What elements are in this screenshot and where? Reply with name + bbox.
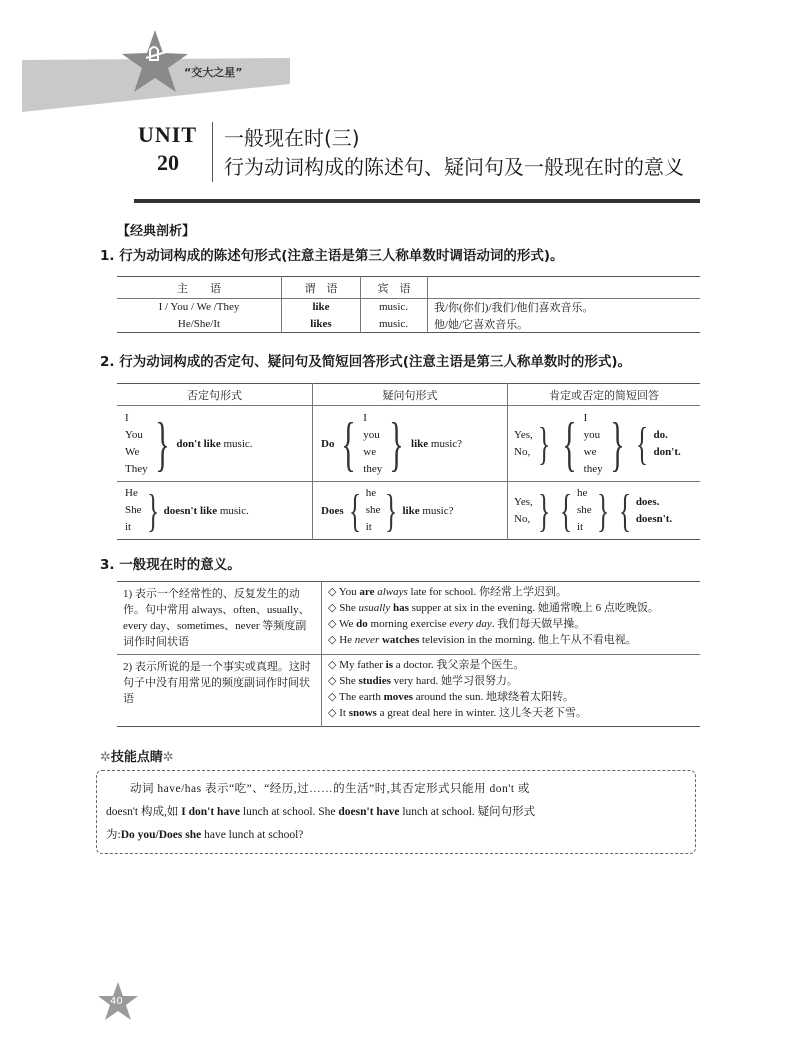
answer-verb: don't. [653,445,681,458]
neg-verb: doesn't like [163,504,218,517]
subject-stack [363,410,382,478]
example-line: ◇ You are always late for school. 你经常上学迟到。 [328,586,567,598]
q2-answer-cell [508,482,701,540]
brace-icon: { [348,484,361,536]
subject: She [125,504,142,516]
q1-object: music. [361,316,428,333]
q1-col-subject: 主 语 [117,277,282,299]
meaning-examples [322,655,701,727]
brace-icon: } [596,484,609,536]
q-verb: like [411,437,429,450]
q2-answer-cell [508,406,701,482]
neg-verb: don't like [176,437,221,450]
subject: they [583,462,603,475]
subject-stack [584,410,603,478]
section-label: 【经典剖析】 [117,224,196,239]
subject: we [583,445,597,458]
subject: He [125,487,138,499]
example-line: ◇ He never watches television in the morning. 他上午从不看电视。 [328,634,637,646]
subject: it [125,521,132,533]
brace-icon: } [537,484,550,536]
q2-question-cell [313,482,508,540]
banner-graphic [0,0,800,120]
answer-verb: does. [635,495,660,508]
subject: I [583,411,588,424]
answer-word: Yes, [514,428,533,441]
q1-object: music. [361,299,428,316]
subject: it [365,521,372,533]
answer-verb-stack [636,494,672,528]
subject: I [125,411,129,424]
answer-verb: doesn't. [635,512,673,525]
subject: he [365,487,377,499]
q1-translation: 我/你(你们)/我们/他们喜欢音乐。 [434,302,594,315]
answer-word: Yes, [514,495,533,508]
brace-icon: { [562,410,577,477]
example-line: ◇ We do morning exercise every day. 我们每天做早操。 [328,618,586,630]
tip-line: doesn't 构成,如 I don't have lunch at school. She doesn't have lunch at school. 疑问句形式 [106,806,536,818]
q2-question-cell [313,406,508,482]
q1-translation: 他/她/它喜欢音乐。 [434,318,529,331]
answer-stack [514,494,533,528]
tip-label: ✲技能点睛✲ [100,750,174,765]
q2-negative-cell [117,406,313,482]
q-object: music? [422,504,454,517]
q-aux: Do [321,437,335,450]
subject: you [583,428,601,441]
answer-stack [514,427,533,461]
brace-icon: { [618,484,631,536]
q1-heading: 1. 行为动词构成的陈述句形式(注意主语是第三人称单数时调语动词的形式)。 [100,248,564,264]
q1-subject: He/She/It [117,316,282,333]
example-line: ◇ My father is a doctor. 我父亲是个医生。 [328,659,525,671]
answer-verb: do. [653,428,668,441]
q2-col-question: 疑问句形式 [313,384,508,406]
subject: you [363,428,380,441]
answer-verb-stack [654,427,681,461]
answer-word: No, [514,445,531,458]
example-line: ◇ The earth moves around the sun. 地球绕着太阳转。 [328,691,574,703]
subject-stack [366,485,381,536]
brace-icon: } [537,417,550,469]
neg-object: music. [219,504,249,517]
example-line: ◇ She usually has supper at six in the evening. 她通常晚上 6 点吃晚饭。 [328,602,659,614]
tip-line: 动词 have/has 表示“吃”、“经历,过……的生活”时,其否定形式只能用 don't 或 [130,783,530,795]
meaning-desc: 1) 表示一个经常性的、反复发生的动作。句中常用 always、often、usually、every day、sometimes、never 等频度副词作时间状语 [117,582,322,655]
header-rule [134,199,700,203]
page-number-badge [96,981,140,1023]
banner-slogan: “交大之星” [184,66,243,79]
subject: she [576,504,592,516]
page-title-line2: 行为动词构成的陈述句、疑问句及一般现在时的意义 [224,155,684,179]
subject: it [576,521,584,533]
brace-icon: { [636,417,649,469]
answer-word: No, [514,512,531,525]
subject: we [363,445,377,458]
flower-icon: ✲ [162,750,174,765]
subject: We [125,445,140,458]
q-object: music? [430,437,463,450]
example-line: ◇ It snows a great deal here in winter. 这儿冬天老下雪。 [328,707,587,719]
unit-label: UNIT [138,122,198,147]
meaning-examples [322,582,701,655]
page-number: 40 [110,996,123,1007]
header-banner [0,0,800,120]
tip-line: 为:Do you/Does she have lunch at school? [106,829,304,841]
q1-table [117,276,700,333]
meaning-desc: 2) 表示所说的是一个事实或真理。这时句子中没有用常见的频度副词作时间状语 [117,655,322,727]
brace-icon: { [341,410,357,477]
unit-divider [212,122,213,182]
q2-table [117,383,700,540]
subject-stack [125,410,148,478]
q-aux: Does [321,504,344,517]
subject: They [125,462,148,475]
subject: she [365,504,381,516]
q-verb: like [402,504,420,517]
q1-col-object [361,277,428,299]
brace-icon: { [559,484,572,536]
subject: they [363,462,383,475]
page-title-line1: 一般现在时(三) [224,126,360,150]
brace-icon: } [154,410,170,477]
unit-number: 20 [157,150,179,175]
q2-col-negative: 否定句形式 [117,384,313,406]
brace-icon: } [146,484,159,536]
brace-icon: } [385,484,398,536]
example-line: ◇ She studies very hard. 她学习很努力。 [328,675,518,687]
subject: I [363,411,367,424]
q1-subject: I / You / We /They [117,299,282,316]
subject-stack [125,485,142,536]
q1-col-object-label: 宾 语 [377,282,411,295]
q3-heading: 3. 一般现在时的意义。 [100,557,241,573]
q3-table [117,581,700,727]
q2-heading: 2. 行为动词构成的否定句、疑问句及简短回答形式(注意主语是第三人称单数时的形式)。 [100,354,632,370]
q1-verb: like [282,299,361,316]
q2-negative-cell [117,482,313,540]
tip-text [106,778,690,847]
brace-icon: } [389,410,404,477]
q1-col-verb: 谓 语 [282,277,361,299]
q2-col-answer: 肯定或否定的简短回答 [549,389,659,402]
flower-icon: ✲ [100,750,111,765]
brace-icon: } [609,410,625,477]
subject: You [125,428,143,441]
neg-object: music. [223,437,253,450]
subject-stack [577,485,592,536]
q1-verb: likes [282,316,361,333]
subject: he [576,487,588,499]
